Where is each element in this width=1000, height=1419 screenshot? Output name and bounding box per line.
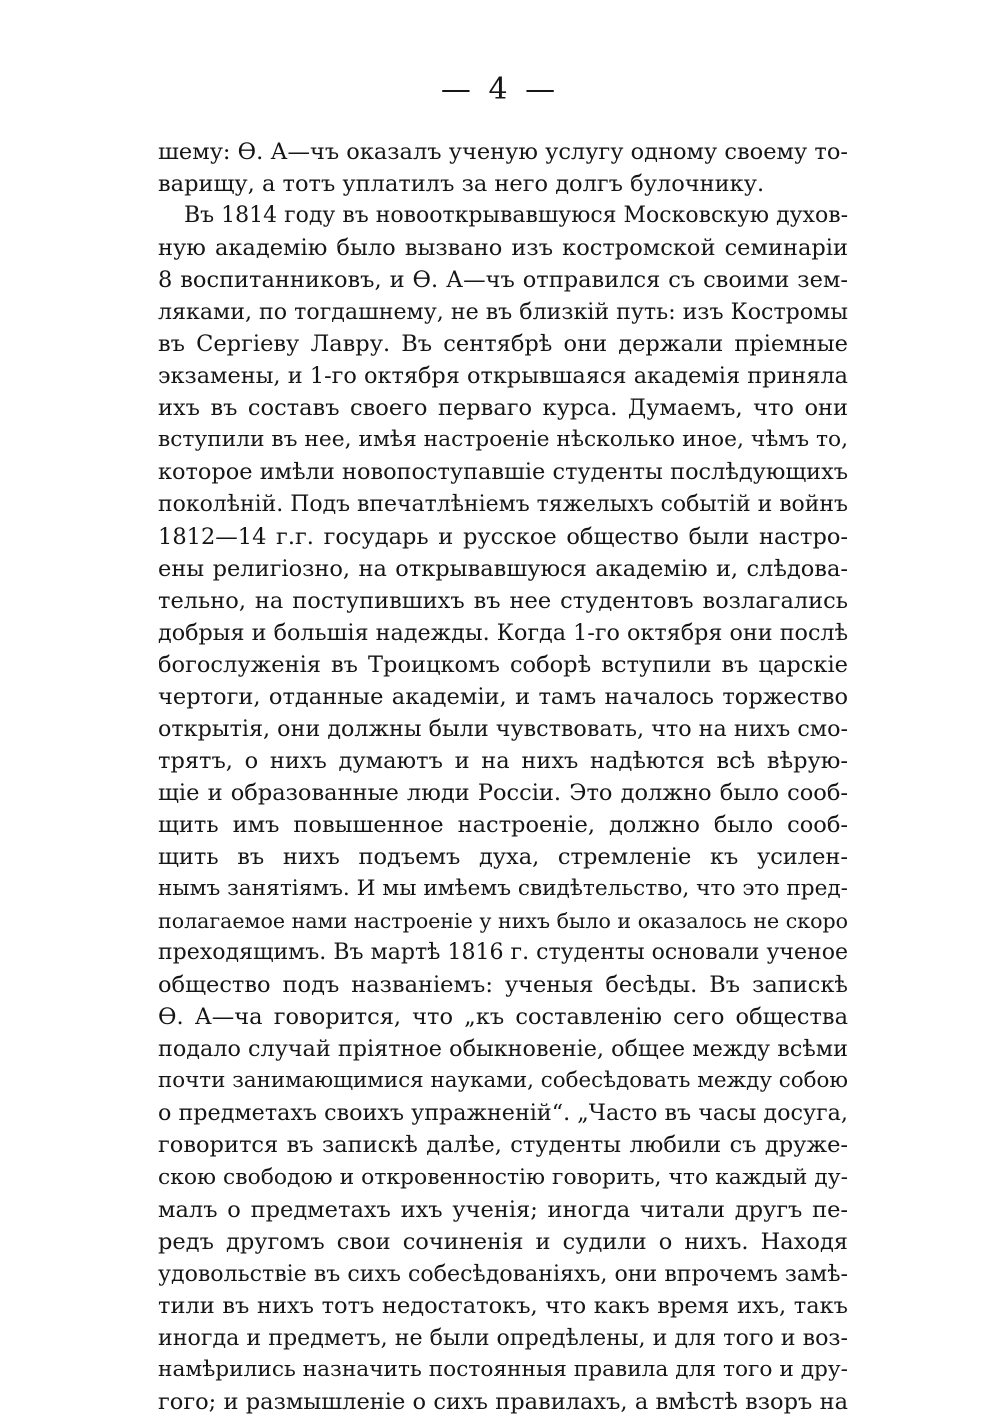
text-line: добрыя и большія надежды. Когда 1-го октября они послѣ [158,619,848,646]
text-line: 8 воспитанниковъ, и Ѳ. А—чъ отправился съ своими зем- [158,267,848,294]
text-line: Ѳ. А—ча говорится, что „къ составленію сего общества [158,1004,848,1031]
text-line: удовольствіе въ сихъ собесѣдованіяхъ, они впрочемъ замѣ- [158,1260,848,1287]
text-line: гого; и размышленіе о сихъ правилахъ, а вмѣстѣ взоръ на [158,1388,848,1415]
text-line: подало случай пріятное обыкновеніе, общее между всѣми [158,1036,848,1063]
text-line: щить въ нихъ подъемъ духа, стремленіе къ усилен- [158,844,848,871]
text-line: щить имъ повышенное настроеніе, должно было сооб- [158,811,848,838]
text-line: почти занимающимися науками, собесѣдовать между собою [158,1068,848,1094]
text-line: вступили въ нее, имѣя настроеніе нѣсколько иное, чѣмъ то, [158,427,848,453]
text-line: ную академію было вызвано изъ костромской семинаріи [158,235,848,262]
text-line: тили въ нихъ тотъ недостатокъ, что какъ время ихъ, такъ [158,1292,848,1319]
text-line: въ Сергіеву Лавру. Въ сентябрѣ они держали пріемные [158,331,848,358]
text-line: о предметахъ своихъ упражненій“. „Часто въ часы досуга, [158,1100,848,1127]
page-number: — 4 — [440,72,560,107]
text-line: малъ о предметахъ ихъ ученія; иногда читали другъ пе- [158,1196,848,1223]
text-line: которое имѣли новопоступавшіе студенты послѣдующихъ [158,459,848,486]
text-line: ихъ въ составъ своего перваго курса. Думаемъ, что они [158,395,848,422]
text-line: преходящимъ. Въ мартѣ 1816 г. студенты основали ученое [158,940,848,966]
text-line: редъ другомъ свои сочиненія и судили о нихъ. Находя [158,1228,848,1255]
text-line: намѣрились назначить постоянныя правила для того и дру- [158,1356,848,1382]
text-line: щіе и образованные люди Россіи. Это должно было сооб- [158,779,848,806]
text-line: экзамены, и 1-го октября открывшаяся академія приняла [158,363,848,390]
text-line: трятъ, о нихъ думаютъ и на нихъ надѣются всѣ вѣрую- [158,747,848,774]
text-line: Въ 1814 году въ новооткрывавшуюся Московскую духов- [184,203,848,229]
body-text [158,136,848,1418]
text-line: ляками, по тогдашнему, не въ близкій путь: изъ Костромы [158,299,848,326]
text-line: полагаемое нами настроеніе у нихъ было и оказалось не скоро [158,909,848,934]
text-line: иногда и предметъ, не были опредѣлены, и для того и воз- [158,1324,848,1351]
text-line: поколѣній. Подъ впечатлѣніемъ тяжелыхъ событій и войнъ [158,491,848,517]
text-line: нымъ занятіямъ. И мы имѣемъ свидѣтельство, что это пред- [158,876,848,902]
text-line: ены религіозно, на открывавшуюся академію и, слѣдова- [158,555,848,582]
text-line: скою свободою и откровенностію говорить, что каждый ду- [158,1164,848,1190]
text-line: шему: Ѳ. А—чъ оказалъ ученую услугу одному своему то- [158,139,848,165]
text-line: тельно, на поступившихъ въ нее студентовъ возлагались [158,587,848,614]
text-line: чертоги, отданные академіи, и тамъ началось торжество [158,683,848,710]
text-line: общество подъ названіемъ: ученыя бесѣды. Въ запискѣ [158,972,848,999]
text-line: говорится въ запискѣ далѣе, студенты любили съ друже- [158,1132,848,1159]
text-line: открытія, они должны были чувствовать, что на нихъ смо- [158,715,848,742]
text-line: варищу, а тотъ уплатилъ за него долгъ булочнику. [158,171,765,198]
text-line: богослуженія въ Троицкомъ соборѣ вступили въ царскіе [158,651,848,678]
text-line: 1812—14 г.г. государь и русское общество были настро- [158,523,848,550]
